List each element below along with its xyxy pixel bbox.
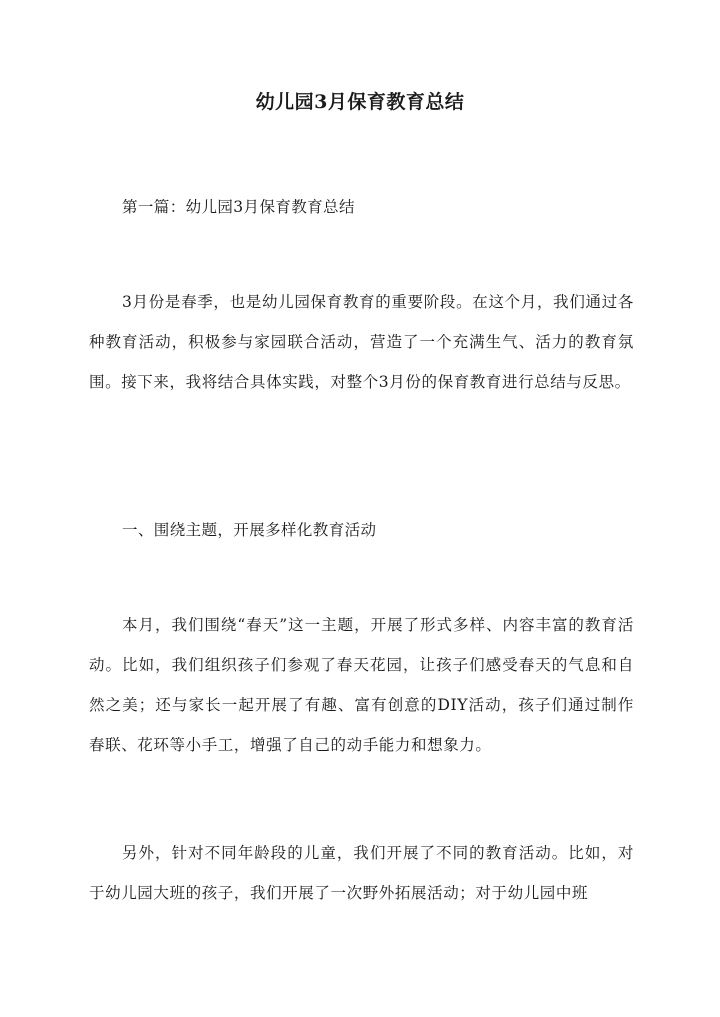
section1-body-continued xyxy=(89,833,634,913)
section-heading: 一、围绕主题，开展多样化教育活动 xyxy=(122,521,377,539)
document-title: 幼儿园3月保育教育总结 xyxy=(255,91,465,113)
subtitle: 第一篇：幼儿园3月保育教育总结 xyxy=(122,198,355,216)
intro-paragraph: 3月份是春季，也是幼儿园保育教育的重要阶段。在这个月，我们通过各种教育活动，积极参与家园联合活动，营造了一个充满生气、活力的教育氛围。接下来，我将结合具体实践，对整个3月份的保育教育进行总结与反思。 xyxy=(89,293,634,391)
section1-paragraph: 本月，我们围绕“春天”这一主题，开展了形式多样、内容丰富的教育活动。比如，我们组织孩子们参观了春天花园，让孩子们感受春天的气息和自然之美；还与家长一起开展了有趣、富有创意的DIY活动，孩子们通过制作春联、花环等小手工，增强了自己的动手能力和想象力。 xyxy=(89,616,634,754)
section1-paragraph: 另外，针对不同年龄段的儿童，我们开展了不同的教育活动。比如，对于幼儿园大班的孩子，我们开展了一次野外拓展活动；对于幼儿园中班 xyxy=(89,844,634,902)
section1-body xyxy=(89,605,634,765)
intro-section xyxy=(89,282,634,402)
